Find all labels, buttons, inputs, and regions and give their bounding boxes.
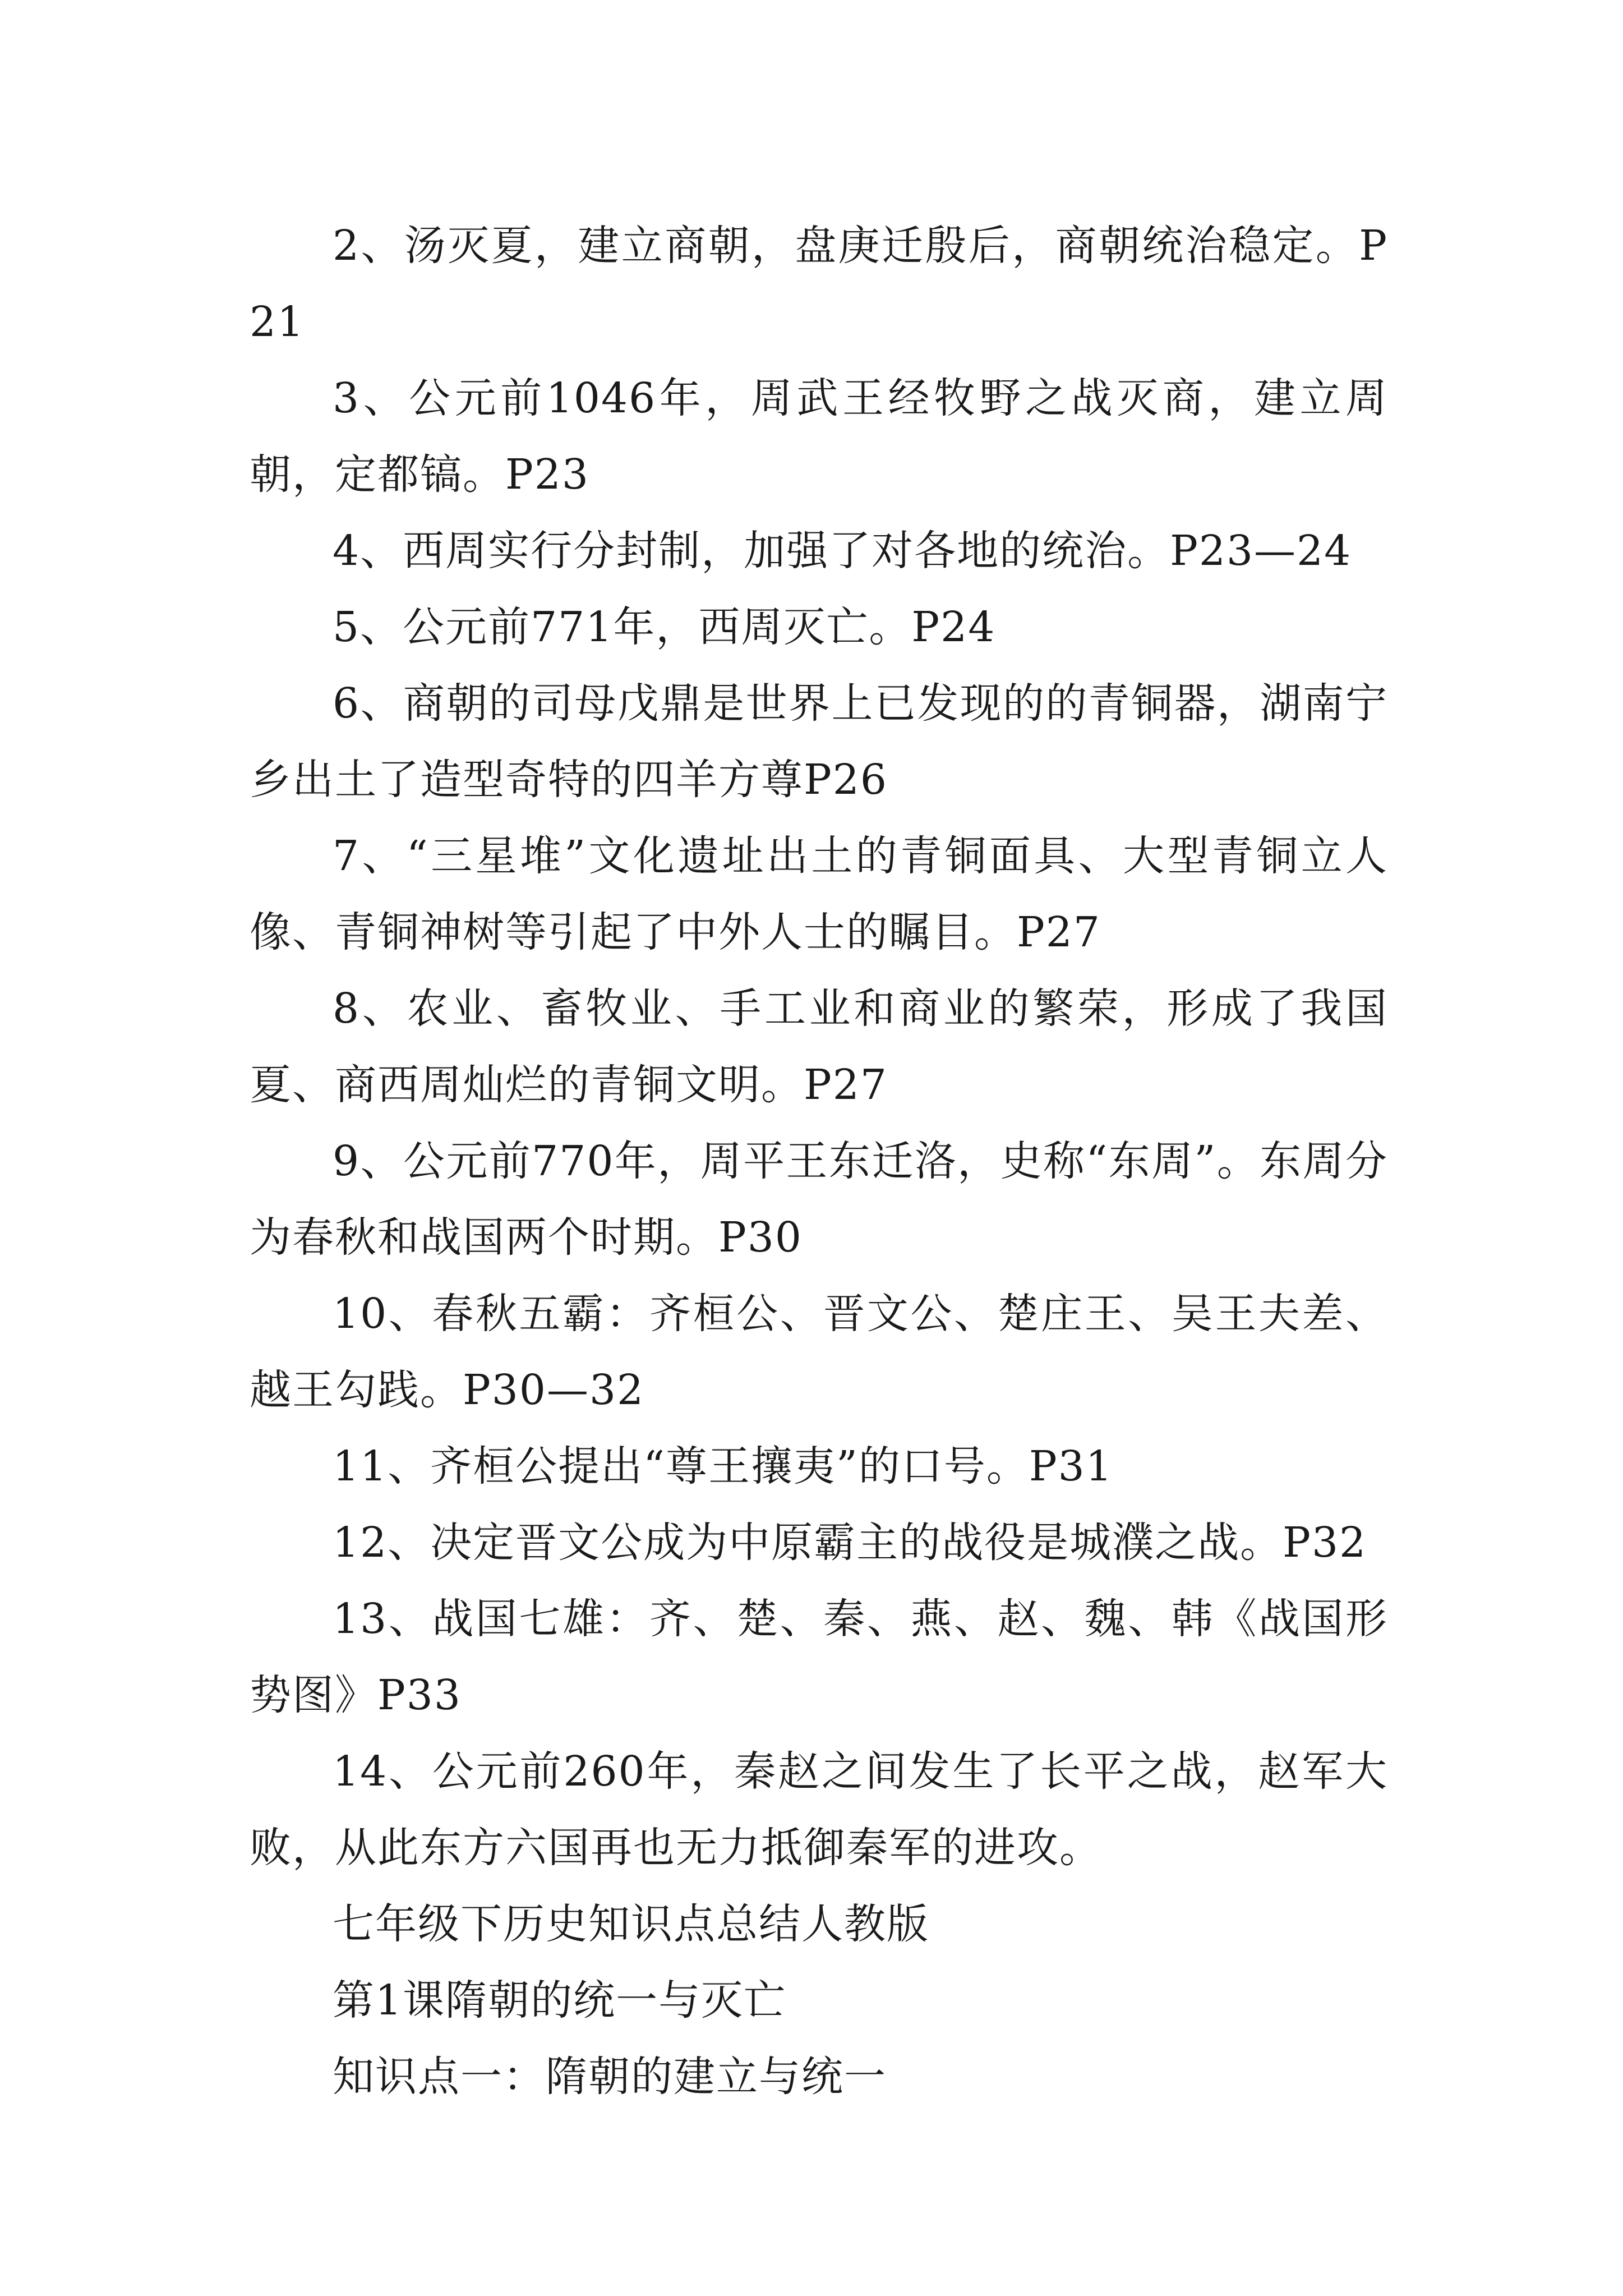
knowledge-point-heading: 知识点一：隋朝的建立与统一 bbox=[333, 2053, 887, 2101]
lesson-heading: 第1课隋朝的统一与灭亡 bbox=[333, 1976, 787, 2024]
paragraph: 7、“三星堆”文化遗址出土的青铜面具、大型青铜立人像、青铜神树等引起了中外人士的瞩目。P27 bbox=[250, 832, 1388, 956]
paragraph: 5、公元前771年，西周灭亡。P24 bbox=[333, 603, 996, 651]
section-heading: 七年级下历史知识点总结人教版 bbox=[333, 1900, 929, 1948]
paragraph: 2、汤灭夏，建立商朝，盘庚迁殷后，商朝统治稳定。P21 bbox=[250, 222, 1388, 346]
paragraph: 8、农业、畜牧业、手工业和商业的繁荣，形成了我国夏、商西周灿烂的青铜文明。P27 bbox=[250, 984, 1388, 1109]
paragraph: 12、决定晋文公成为中原霸主的战役是城濮之战。P32 bbox=[333, 1519, 1367, 1567]
paragraph: 6、商朝的司母戊鼎是世界上已发现的的青铜器，湖南宁乡出土了造型奇特的四羊方尊P26 bbox=[250, 679, 1388, 804]
paragraph: 14、公元前260年，秦赵之间发生了长平之战，赵军大败，从此东方六国再也无力抵御秦军的进攻。 bbox=[250, 1747, 1388, 1872]
document-body bbox=[250, 208, 1388, 2115]
paragraph: 4、西周实行分封制，加强了对各地的统治。P23—24 bbox=[333, 527, 1352, 575]
paragraph: 9、公元前770年，周平王东迁洛，史称“东周”。东周分为春秋和战国两个时期。P30 bbox=[250, 1137, 1388, 1262]
paragraph: 3、公元前1046年，周武王经牧野之战灭商，建立周朝，定都镐。P23 bbox=[250, 374, 1388, 499]
paragraph: 13、战国七雄：齐、楚、秦、燕、赵、魏、韩《战国形势图》P33 bbox=[250, 1595, 1388, 1719]
paragraph: 11、齐桓公提出“尊王攘夷”的口号。P31 bbox=[333, 1442, 1113, 1490]
paragraph: 10、春秋五霸：齐桓公、晋文公、楚庄王、吴王夫差、越王勾践。P30—32 bbox=[250, 1290, 1388, 1414]
